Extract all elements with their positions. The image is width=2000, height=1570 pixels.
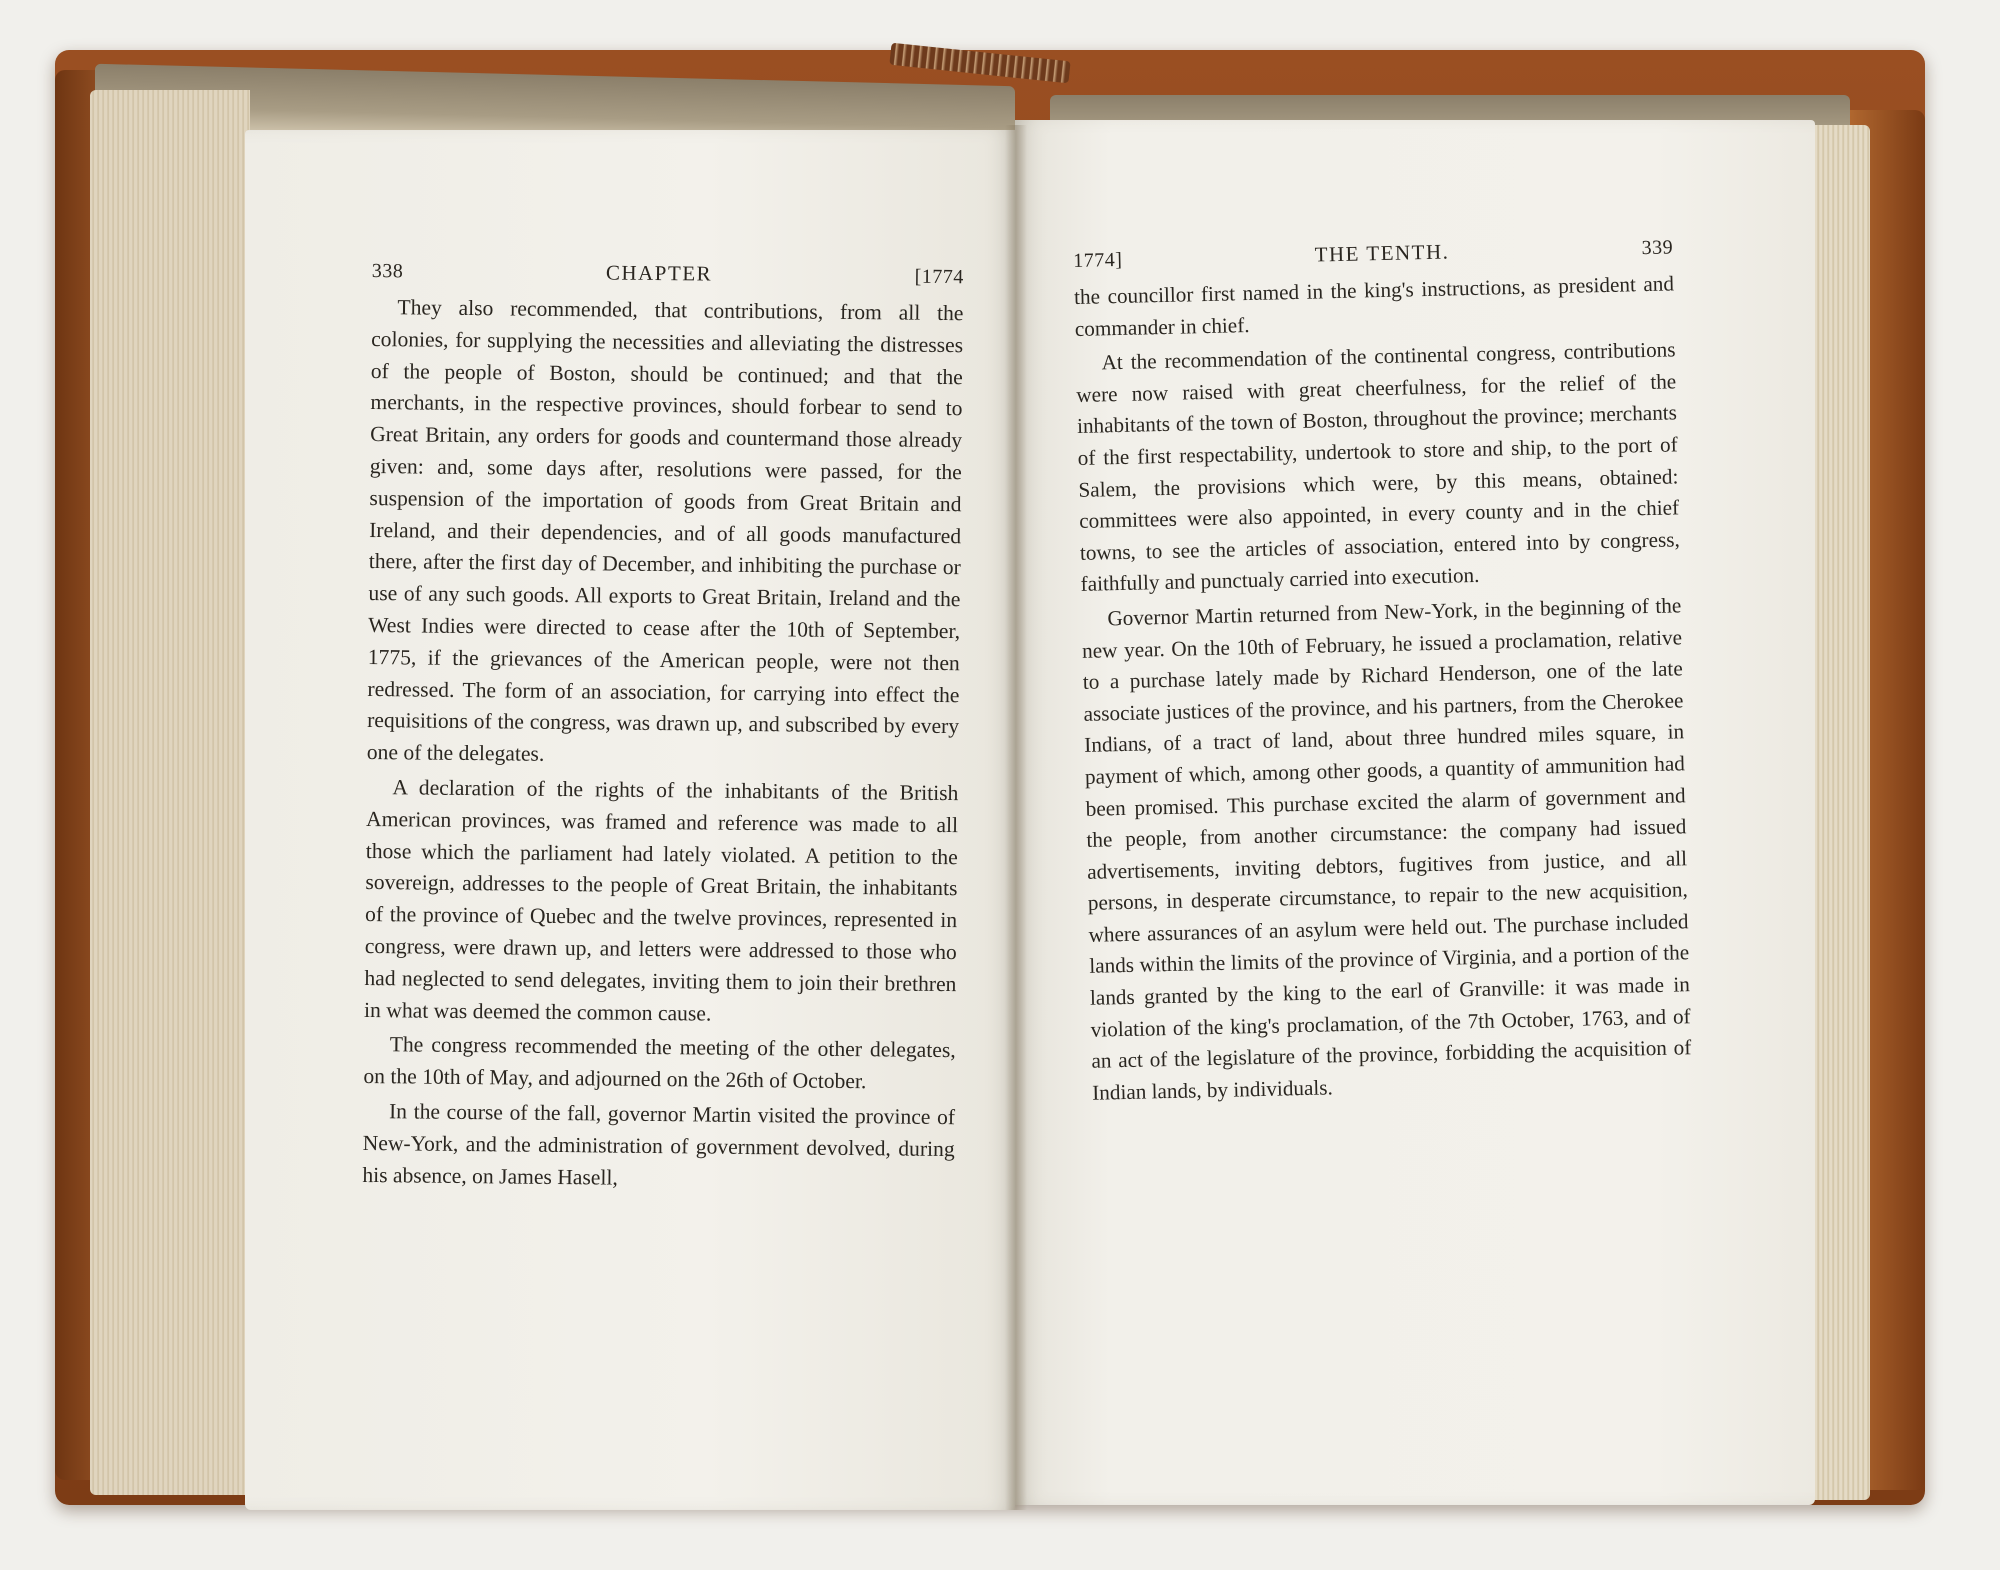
left-paragraph-2: A declaration of the rights of the inhabitants of the British American provinces, was framed and reference was made to all those which the parliament had lately violated. A petition to the sovereign, addresses to the people of Great Britain, the inhabitants of the province of Quebec and the twelve provinces, represented in congress, were drawn up, and letters were addressed to those who had neglected to send delegates, inviting them to join their brethren in what was deemed the common cause. bbox=[364, 775, 959, 1026]
right-paragraph-3: Governor Martin returned from New-York, in the beginning of the new year. On the 10th of February, he issued a proclamation, relative to a purchase lately made by Richard Henderson, one of the late associate justices of the province, and his partners, from the Cherokee Indians, of a tract of land, about three hundred miles square, in payment of which, among other goods, a quantity of ammunition had been promised. This purchase excited the alarm of government and the people, from another circumstance: the company had issued advertisements, inviting debtors, fugitives from justice, and all persons, in desperate circumstance, to repair to the new acquisition, where assurances of an asylum were held out. The purchase included lands within the limits of the province of Virginia, and a portion of the lands granted by the king to the earl of Granville: it was made in violation of the king's proclamation, of the 7th October, 1763, and of an act of the legislature of the province, forbidding the acquisition of Indian lands, by individuals. bbox=[1081, 593, 1692, 1105]
right-running-year: 1774] bbox=[1073, 248, 1123, 272]
right-paragraph-1: the councillor first named in the king's instructions, as president and commander in chief. bbox=[1073, 271, 1675, 341]
left-running-year: [1774 bbox=[914, 265, 964, 289]
book-gutter bbox=[1005, 125, 1027, 1510]
left-page-text bbox=[362, 258, 964, 1200]
right-page-text bbox=[1073, 234, 1692, 1112]
page-edges-right bbox=[1810, 125, 1870, 1500]
left-paragraph-3: The congress recommended the meeting of the other delegates, on the 10th of May, and adjourned on the 26th of October. bbox=[363, 1032, 956, 1094]
left-page-number: 338 bbox=[371, 259, 404, 283]
page-edges-left bbox=[90, 90, 250, 1495]
left-paragraph-4: In the course of the fall, governor Martin visited the province of New-York, and the administration of government devolved, during his absence, on James Hasell, bbox=[362, 1099, 956, 1190]
right-paragraph-2: At the recommendation of the continental congress, contributions were now raised with great cheerfulness, for the relief of the inhabitants of the town of Boston, throughout the province; merchants of the first respectability, undertook to store and ship, to the port of Salem, the provisions which were, by this means, obtained: committees were also appointed, in every county and in the chief towns, to see the articles of association, entered into by congress, faithfully and punctualy carried into execution. bbox=[1076, 337, 1681, 597]
left-paragraph-1: They also recommended, that contributions, from all the colonies, for supplying the necessities and alleviating the distresses of the people of Boston, should be continued; and that the merchants, in the respective provinces, should forbear to send to Great Britain, any orders for goods and countermand those already given: and, some days after, resolutions were passed, for the suspension of the importation of goods from Great Britain and Ireland, and their dependencies, and of all goods manufactured there, after the first day of December, and inhibiting the purchase or use of any such goods. All exports to Great Britain, Ireland and the West Indies were directed to cease after the 10th of September, 1775, if the grievances of the American people, were not then redressed. The form of an association, for carrying into effect the requisitions of the congress, was drawn up, and subscribed by every one of the delegates. bbox=[366, 295, 964, 766]
right-page-number: 339 bbox=[1641, 236, 1674, 260]
left-running-title: CHAPTER bbox=[605, 260, 713, 286]
right-running-title: THE TENTH. bbox=[1314, 239, 1450, 267]
